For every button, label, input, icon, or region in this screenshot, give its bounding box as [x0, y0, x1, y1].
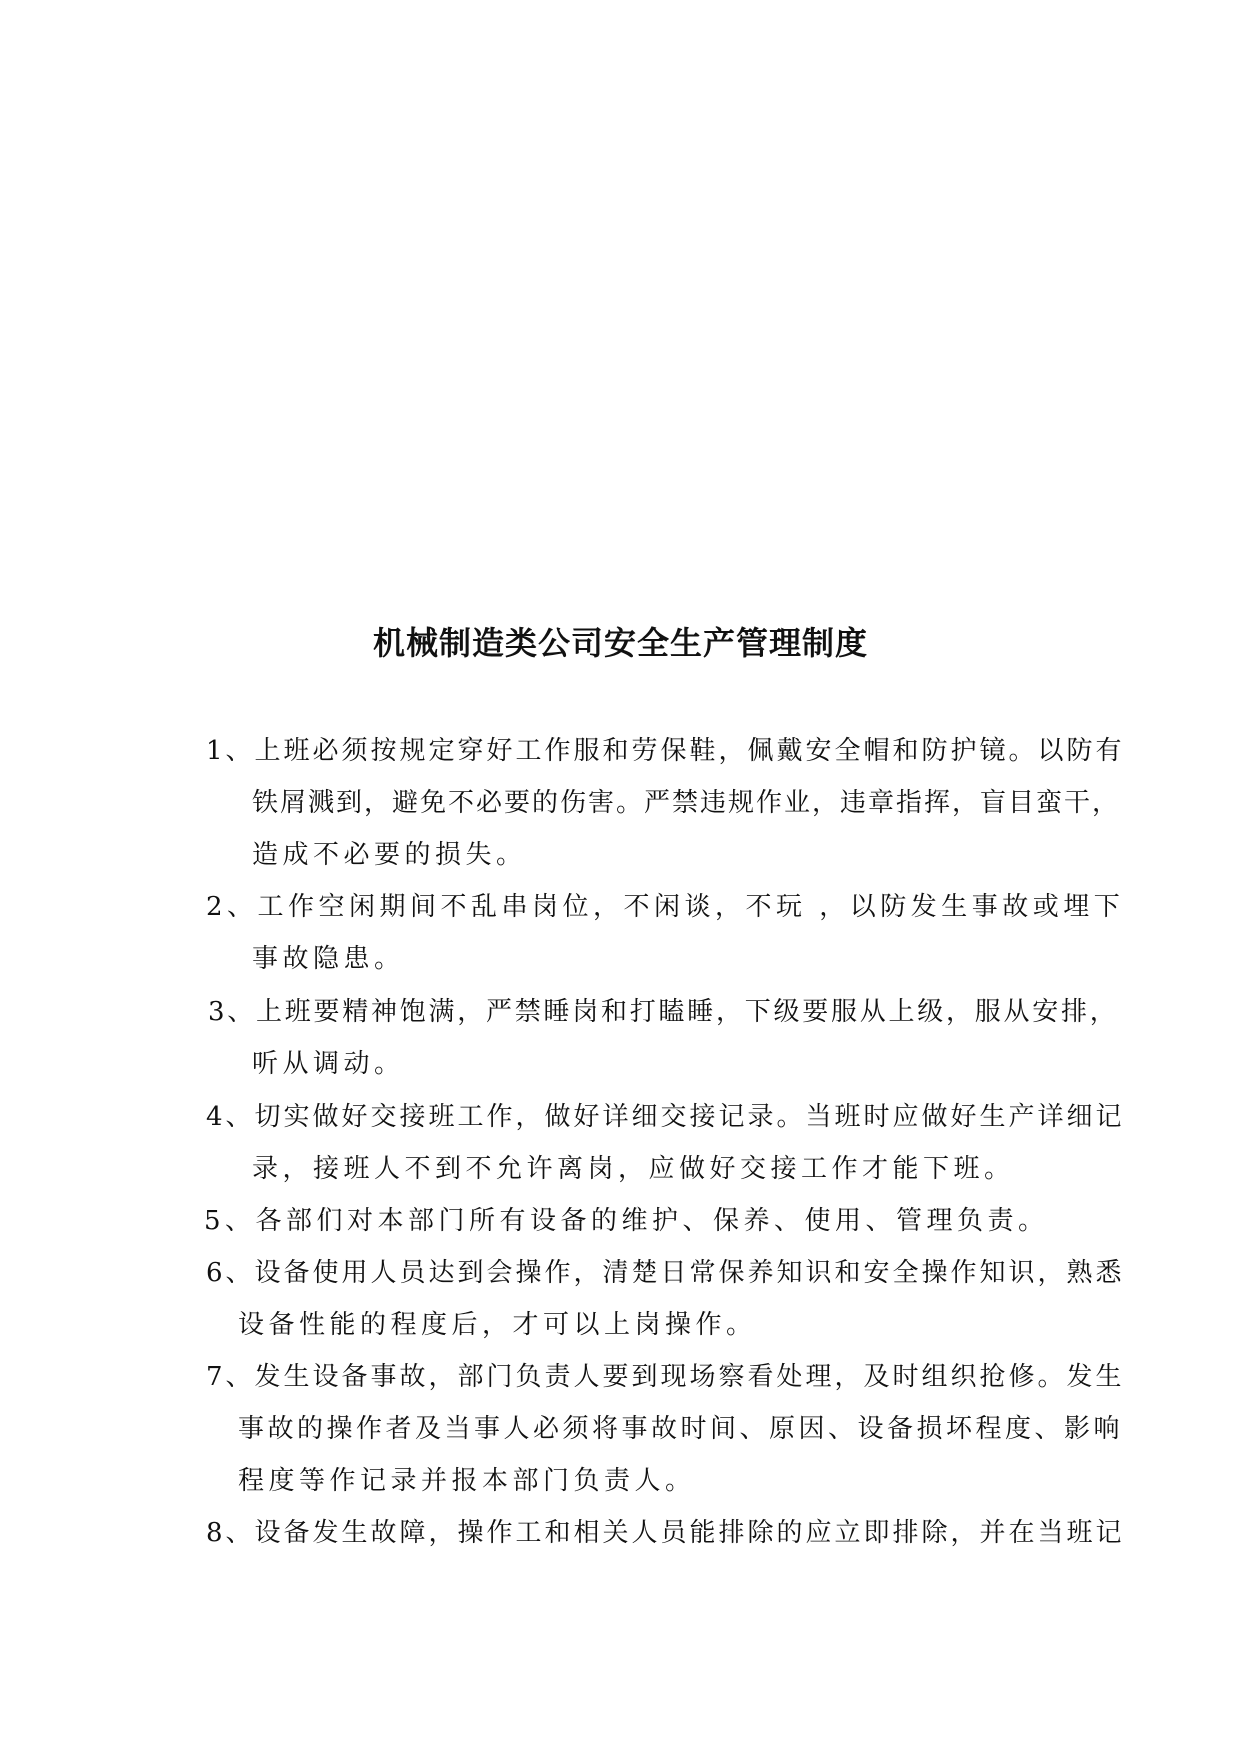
rule-1-line-1: 1、上班必须按规定穿好工作服和劳保鞋，佩戴安全帽和防护镜。以防有 [206, 736, 1125, 766]
rule-1-line-2: 铁屑溅到，避免不必要的伤害。严禁违规作业，违章指挥，盲目蛮干， [252, 788, 1121, 818]
rule-7-line-1: 7、发生设备事故，部门负责人要到现场察看处理，及时组织抢修。发生 [206, 1362, 1125, 1392]
rule-2-line-2: 事故隐患。 [252, 944, 405, 974]
rule-3-line-2: 听从调动。 [252, 1049, 405, 1079]
rule-8-line-1: 8、设备发生故障，操作工和相关人员能排除的应立即排除，并在当班记 [206, 1518, 1125, 1548]
rule-7-line-3: 程度等作记录并报本部门负责人。 [238, 1466, 696, 1496]
document-title: 机械制造类公司安全生产管理制度 [372, 624, 868, 662]
rule-5-line-1: 5、各部们对本部门所有设备的维护、保养、使用、管理负责。 [204, 1206, 1049, 1236]
rule-6-line-1: 6、设备使用人员达到会操作，清楚日常保养知识和安全操作知识，熟悉 [206, 1258, 1125, 1288]
rule-4-line-1: 4、切实做好交接班工作，做好详细交接记录。当班时应做好生产详细记 [206, 1102, 1125, 1132]
rule-7-line-2: 事故的操作者及当事人必须将事故时间、原因、设备损坏程度、影响 [238, 1414, 1124, 1444]
rule-6-line-2: 设备性能的程度后，才可以上岗操作。 [238, 1310, 757, 1340]
rule-1-line-3: 造成不必要的损失。 [252, 840, 527, 870]
rule-4-line-2: 录，接班人不到不允许离岗，应做好交接工作才能下班。 [252, 1154, 1015, 1184]
rule-2-line-1: 2、工作空闲期间不乱串岗位，不闲谈，不玩 ，以防发生事故或埋下 [206, 892, 1125, 922]
rule-3-line-1: 3、上班要精神饱满，严禁睡岗和打瞌睡，下级要服从上级，服从安排， [208, 997, 1119, 1027]
